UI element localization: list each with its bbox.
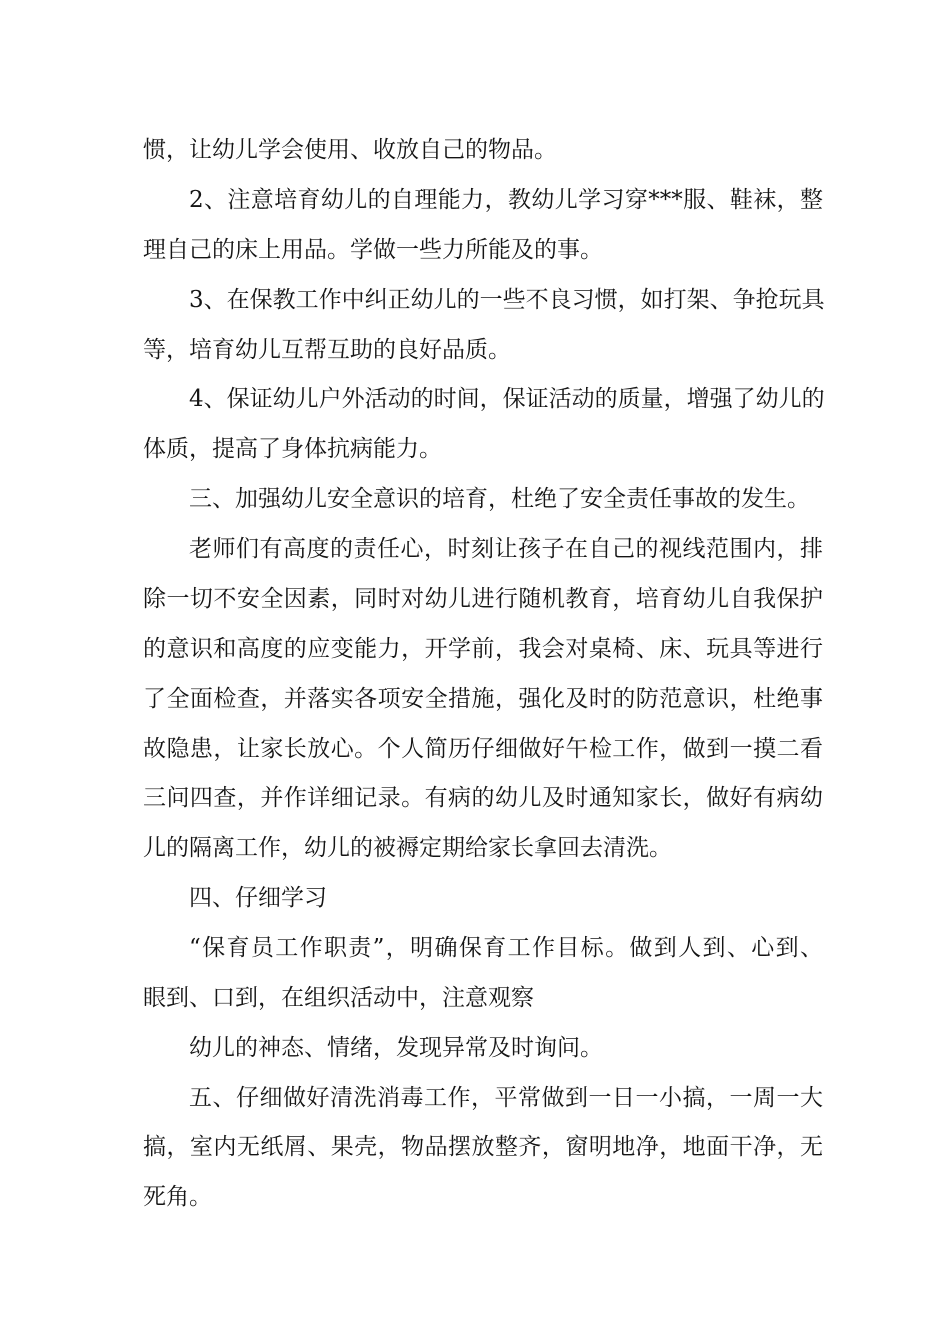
body-text-line: 故隐患，让家长放心。个人简历仔细做好午检工作，做到一摸二看: [143, 736, 823, 762]
section-heading: 五、仔细做好清洗消毒工作，平常做到一日一小搞，一周一大: [189, 1085, 823, 1111]
body-text-line: 老师们有高度的责任心，时刻让孩子在自己的视线范围内，排: [189, 536, 823, 562]
body-text-line: 了全面检查，并落实各项安全措施，强化及时的防范意识，杜绝事: [143, 686, 823, 712]
body-text-line: 死角。: [143, 1184, 212, 1210]
body-text-line: 3、在保教工作中纠正幼儿的一些不良习惯，如打架、争抢玩具: [189, 287, 825, 313]
body-text-line: “保育员工作职责”，明确保育工作目标。做到人到、心到、: [189, 935, 823, 961]
body-text-line: 4、保证幼儿户外活动的时间，保证活动的质量，增强了幼儿的: [189, 386, 825, 412]
body-text-line: 儿的隔离工作，幼儿的被褥定期给家长拿回去清洗。: [143, 835, 672, 861]
body-text-line: 眼到、口到，在组织活动中，注意观察: [143, 985, 534, 1011]
body-text-line: 幼儿的神态、情绪，发现异常及时询问。: [189, 1035, 603, 1061]
body-text-line: 惯，让幼儿学会使用、收放自己的物品。: [143, 137, 557, 163]
body-text-line: 理自己的床上用品。学做一些力所能及的事。: [143, 237, 603, 263]
section-heading: 三、加强幼儿安全意识的培育，杜绝了安全责任事故的发生。: [189, 486, 810, 512]
body-text-line: 等，培育幼儿互帮互助的良好品质。: [143, 337, 511, 363]
section-heading: 四、仔细学习: [189, 885, 327, 911]
body-text-line: 搞，室内无纸屑、果壳，物品摆放整齐，窗明地净，地面干净，无: [143, 1134, 823, 1160]
body-text-line: 的意识和高度的应变能力，开学前，我会对桌椅、床、玩具等进行: [143, 636, 823, 662]
body-text-line: 2、注意培育幼儿的自理能力，教幼儿学习穿***服、鞋袜，整: [189, 187, 823, 213]
body-text-line: 除一切不安全因素，同时对幼儿进行随机教育，培育幼儿自我保护: [143, 586, 823, 612]
body-text-line: 三问四查，并作详细记录。有病的幼儿及时通知家长，做好有病幼: [143, 785, 823, 811]
body-text-line: 体质，提高了身体抗病能力。: [143, 436, 442, 462]
